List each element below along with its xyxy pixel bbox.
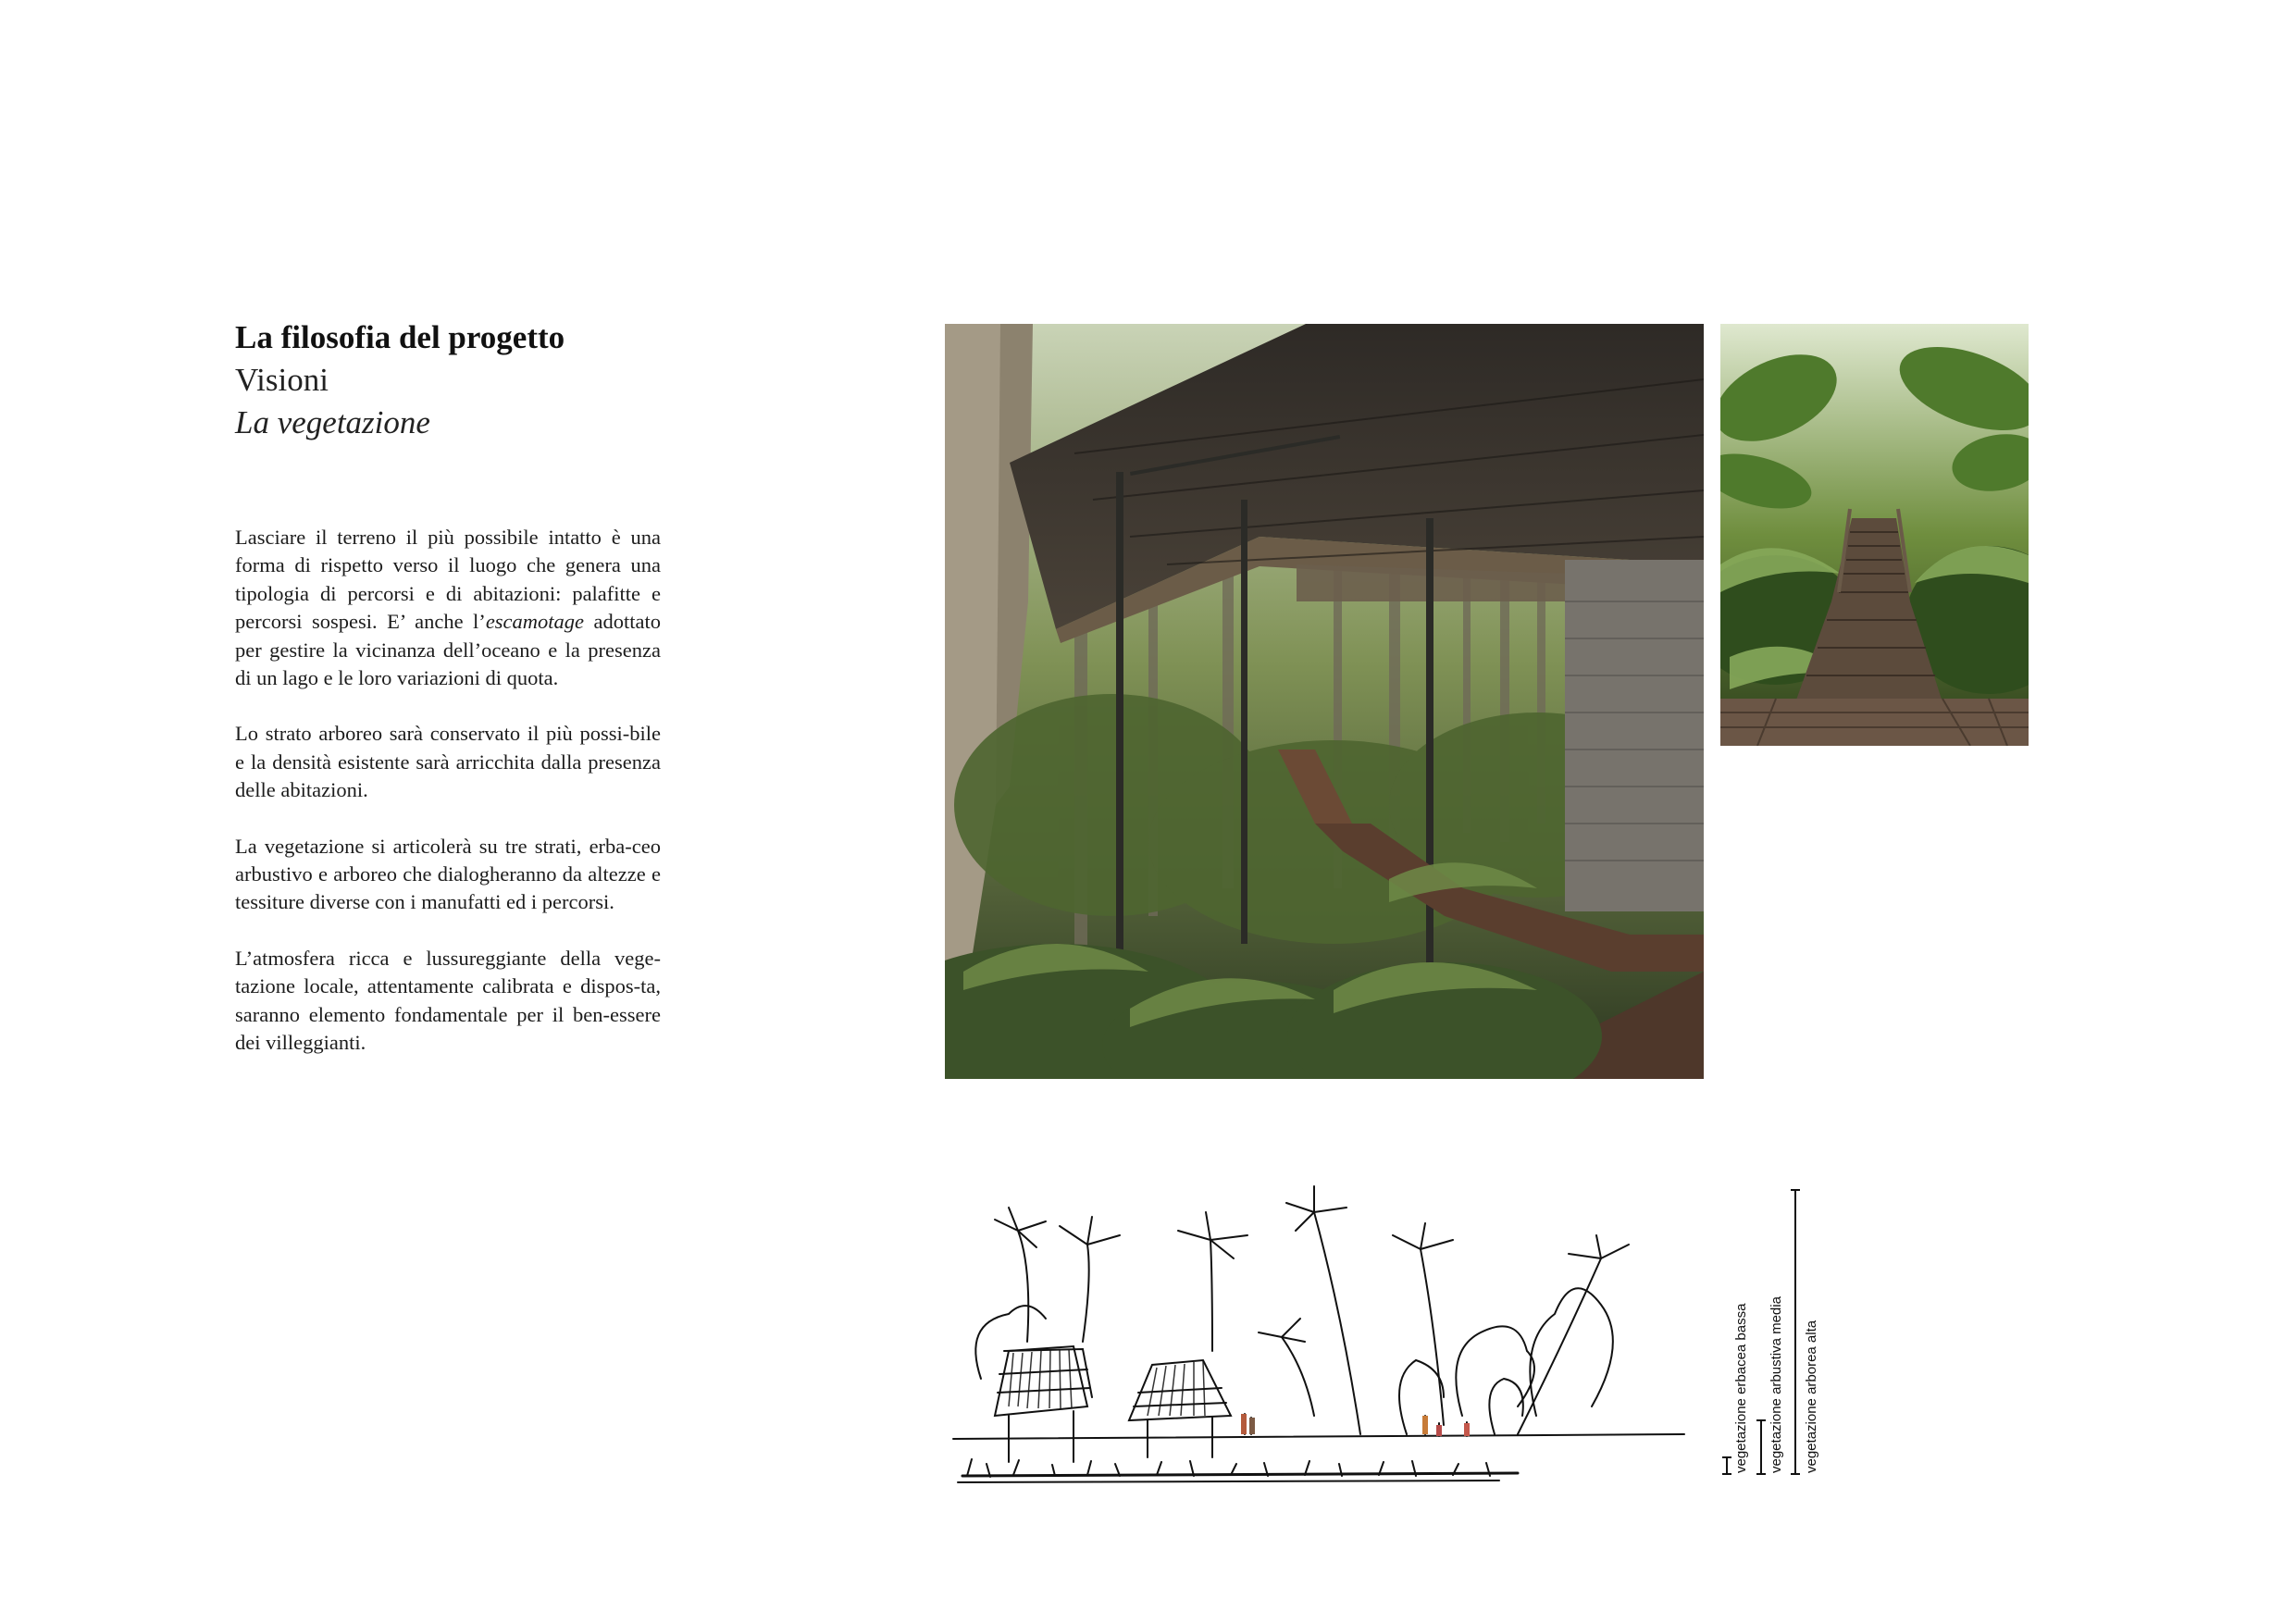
paragraph-2: Lo strato arboreo sarà conservato il più possi-bile e la densità esistente sarà arricchita dalla presenza delle abitazioni.	[235, 722, 661, 802]
jungle-stair-photo	[1720, 324, 2029, 746]
paragraph-1-part-b: adottato per gestire la vicinanza dell’oceano e la presenza di un lago e le loro variazioni di quota.	[235, 610, 661, 690]
paragraph-3: La vegetazione si articolerà su tre strati, erba-ceo arbustivo e arboreo che dialogheranno da altezze e tessiture diverse con i manufatti ed i percorsi.	[235, 834, 661, 914]
section-title: La vegetazione	[235, 404, 430, 440]
legend-label-mid: vegetazione arbustiva media	[1769, 1296, 1784, 1473]
sketch-drawing	[925, 1157, 1851, 1499]
paragraph-4: L’atmosfera ricca e lussureggiante della vege-tazione locale, attentamente calibrata e dispos-ta, saranno elemento fondamentale per il ben-essere dei villeggianti.	[235, 946, 661, 1055]
paragraph-1-part-a: Lasciare il terreno il più possibile intatto è una forma di rispetto verso il luogo che genera una tipologia di percorsi e di abitazioni: palafitte e percorsi sospesi. E’ anche l’	[235, 526, 661, 634]
page-subtitle: Visioni	[235, 362, 329, 398]
paragraph-1	[235, 524, 661, 692]
forest-walkway-photo	[945, 324, 1704, 1079]
heading-block	[235, 316, 716, 444]
paragraph-1-emphasis: escamotage	[485, 610, 585, 634]
legend-label-high: vegetazione arborea alta	[1804, 1319, 1819, 1473]
jungle-stair-illustration	[1720, 324, 2029, 746]
vegetation-section-sketch	[925, 1157, 1851, 1499]
page-title: La filosofia del progetto	[235, 319, 565, 355]
body-text	[235, 524, 661, 1085]
forest-walkway-illustration	[945, 324, 1704, 1079]
legend-label-low: vegetazione erbacea bassa	[1733, 1303, 1749, 1473]
